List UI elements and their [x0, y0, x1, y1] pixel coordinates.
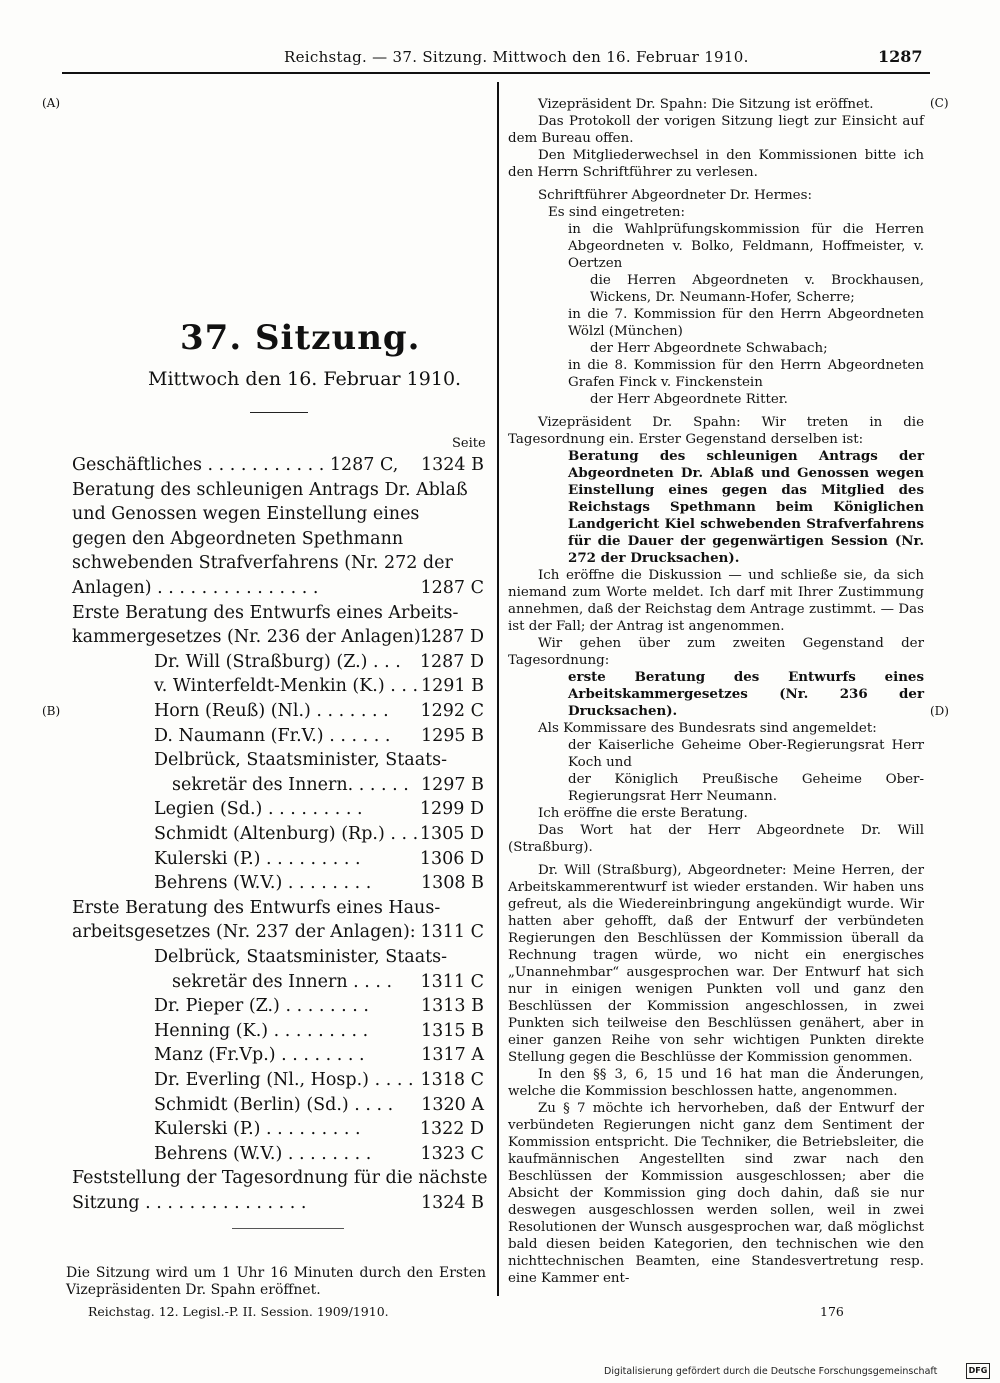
toc-entry-page: 1306 D	[419, 848, 484, 869]
body-paragraph: der Herr Abgeordnete Schwabach;	[590, 341, 828, 356]
footer-right: 176	[820, 1304, 844, 1319]
toc-entry-text: Feststellung der Tagesordnung für die nächste	[72, 1168, 488, 1189]
toc-entry-page: 1315 B	[421, 1020, 484, 1041]
toc-entry-text: Delbrück, Staatsminister, Staats-	[154, 947, 448, 967]
body-paragraph: Wir gehen über zum zweiten Gegenstand der Tagesordnung:	[508, 636, 924, 668]
session-date: Mittwoch den 16. Februar 1910.	[148, 368, 462, 390]
margin-mark-c: (C)	[930, 96, 949, 110]
toc-entry-page: 1292 C	[420, 701, 484, 721]
body-paragraph: Vizepräsident Dr. Spahn: Die Sitzung ist eröffnet.	[538, 97, 874, 112]
body-paragraph: erste Beratung des Entwurfs eines Arbeitskammergesetzes (Nr. 236 der Drucksachen).	[568, 669, 924, 719]
toc-entry-text: Delbrück, Staatsminister, Staats-	[154, 750, 448, 771]
toc-entry-text: Sitzung . . . . . . . . . . . . . . .	[72, 1193, 307, 1213]
body-paragraph: in die 7. Kommission für den Herrn Abgeordneten Wölzl (München)	[568, 307, 924, 339]
toc-entry-text: sekretär des Innern . . . .	[172, 971, 393, 992]
body-paragraph: in die 8. Kommission für den Herrn Abgeordneten Grafen Finck v. Finckenstein	[568, 358, 924, 390]
title-rule	[250, 412, 308, 413]
toc-entry-page: 1311 C	[420, 922, 484, 943]
toc-entry-text: Beratung des schleunigen Antrags Dr. Ablaß	[72, 479, 468, 500]
toc-entry-page: 1317 A	[421, 1045, 484, 1066]
body-paragraph: Das Protokoll der vorigen Sitzung liegt zur Einsicht auf dem Bureau offen.	[508, 114, 924, 146]
toc-entry-text: Schmidt (Altenburg) (Rp.) . . .	[154, 824, 419, 844]
toc-entry-text: Dr. Pieper (Z.) . . . . . . . .	[154, 996, 369, 1017]
toc-entry-page: 1308 B	[421, 873, 484, 894]
toc-entry-text: Horn (Reuß) (Nl.) . . . . . . .	[154, 701, 389, 721]
footer-left: Reichstag. 12. Legisl.-P. II. Session. 1909/1910.	[88, 1304, 389, 1319]
margin-mark-d: (D)	[930, 704, 949, 718]
toc-seite-label: Seite	[452, 436, 486, 451]
toc-entry-text: Schmidt (Berlin) (Sd.) . . . .	[154, 1094, 394, 1115]
body-paragraph: Schriftführer Abgeordneter Dr. Hermes:	[538, 188, 812, 203]
right-column	[508, 96, 924, 1287]
toc-entry-page: 1313 B	[421, 996, 484, 1017]
body-paragraph: Dr. Will (Straßburg), Abgeordneter: Meine Herren, der Arbeitskammerentwurf ist wieder erstanden. Wir haben uns gefreut, als die Wiedereinbringung angekündigt wurde. Wir hatten aber gehofft, daß der Entwurf der verbündeten Regierungen den Beschlüssen der Kommission überall da Rechnung tragen würde, wo nicht ein energisches „Unannehmbar“ ausgesprochen war. Der Entwurf hat sich nur in einigen wenigen Punkten voll und ganz den Beschlüssen der Kommission angeschlossen, in zwei Punkten sich teilweise den Beschlüssen genähert, aber in einer ganzen Reihe von sehr wichtigen Punkten direkte Stellung gegen die Beschlüsse der Kommission genommen.	[508, 863, 924, 1065]
body-paragraph: Es sind eingetreten:	[548, 205, 685, 220]
body-paragraph: Als Kommissare des Bundesrats sind angemeldet:	[538, 721, 877, 736]
toc-entry-text: Behrens (W.V.) . . . . . . . .	[154, 873, 372, 894]
page-number: 1287	[878, 47, 923, 66]
header-rule	[62, 72, 930, 74]
toc-entry-page: 1324 B	[421, 455, 484, 475]
toc-entry-page: 1291 B	[421, 676, 484, 697]
body-paragraph: Zu § 7 möchte ich hervorheben, daß der Entwurf der verbündeten Regierungen nicht ganz dem Sentiment der Kommission entspricht. Die Techniker, die Betriebsleiter, die kaufmännischen Angestellten sind zwar nach den Beschlüssen der Kommission ausgeschlossen; aber die Absicht der Kommission ging doch dahin, daß sie nur deswegen ausgeschlossen werden sollen, weil in zwei Resolutionen der Wunsch ausgesprochen war, daß möglichst bald diesen beiden Kategorien, den technischen wie den nichttechnischen Beamten, eine Standesvertretung resp. eine Kammer ent-	[508, 1101, 924, 1286]
toc-entry-text: Kulerski (P.) . . . . . . . . .	[154, 848, 361, 869]
toc-entry-page: 1287 D	[419, 627, 484, 648]
body-paragraph: Das Wort hat der Herr Abgeordnete Dr. Will (Straßburg).	[508, 823, 924, 855]
toc-entry-page: 1324 B	[421, 1193, 484, 1213]
column-divider	[497, 82, 499, 1296]
toc-entry-page: 1299 D	[419, 799, 484, 820]
toc-entry-text: kammergesetzes (Nr. 236 der Anlagen) .	[72, 627, 432, 648]
body-paragraph: Beratung des schleunigen Antrags der Abgeordneten Dr. Ablaß und Genossen wegen Einstellung eines gegen das Mitglied des Reichstags Spethmann beim Königlichen Landgericht Kiel schwebenden Strafverfahrens für die Dauer der gegenwärtigen Session (Nr. 272 der Drucksachen).	[568, 448, 924, 566]
toc-entry-text: schwebenden Strafverfahrens (Nr. 272 der	[72, 553, 453, 574]
digitization-note: Digitalisierung gefördert durch die Deutsche Forschungsgemeinschaft	[604, 1366, 938, 1377]
body-paragraph: der Herr Abgeordnete Ritter.	[590, 392, 788, 407]
toc-entry-text: Kulerski (P.) . . . . . . . . .	[154, 1119, 361, 1140]
toc-entry-text: gegen den Abgeordneten Spethmann	[72, 528, 404, 549]
running-title: Reichstag. — 37. Sitzung. Mittwoch den 16. Februar 1910.	[284, 48, 749, 66]
toc-entry-page: 1323 C	[420, 1143, 484, 1164]
toc-entry-text: Erste Beratung des Entwurfs eines Arbeits-	[72, 602, 459, 623]
toc-entry-text: v. Winterfeldt-Menkin (K.) . . .	[154, 676, 419, 697]
toc-entry-text: Henning (K.) . . . . . . . . .	[154, 1020, 369, 1041]
toc-entry-text: Legien (Sd.) . . . . . . . . .	[154, 799, 363, 820]
toc-entry-text: sekretär des Innern. . . . . .	[172, 774, 409, 795]
body-paragraph: die Herren Abgeordneten v. Brockhausen, Wickens, Dr. Neumann-Hofer, Scherre;	[590, 273, 924, 305]
margin-mark-b: (B)	[42, 704, 61, 718]
toc-entry-page: 1320 A	[421, 1094, 484, 1115]
session-title: 37. Sitzung.	[180, 318, 421, 358]
opening-note: Die Sitzung wird um 1 Uhr 16 Minuten durch den Ersten Vizepräsidenten Dr. Spahn eröffnet.	[66, 1265, 486, 1298]
toc-entry-text: Manz (Fr.Vp.) . . . . . . . .	[154, 1045, 365, 1066]
toc-entry-page: 1318 C	[420, 1070, 484, 1090]
body-paragraph: Ich eröffne die Diskussion — und schließe sie, da sich niemand zum Worte meldet. Ich darf mit Ihrer Zustimmung annehmen, daß der Reichstag dem Antrage zustimmt. — Das ist der Fall; der Antrag ist angenommen.	[508, 568, 924, 634]
toc-entry-page: 1322 D	[419, 1119, 484, 1140]
toc-entry-page: 1297 B	[421, 774, 484, 795]
toc-entry-text: arbeitsgesetzes (Nr. 237 der Anlagen):	[72, 922, 416, 943]
body-paragraph: Den Mitgliederwechsel in den Kommissionen bitte ich den Herrn Schriftführer zu verlesen.	[508, 148, 924, 180]
toc-entry-text: Geschäftliches . . . . . . . . . . . 1287 C,	[72, 455, 399, 475]
dfg-logo: DFG	[966, 1363, 990, 1379]
toc-entry-page: 1311 C	[420, 971, 484, 992]
toc-entry-text: und Genossen wegen Einstellung eines	[72, 504, 420, 525]
section-rule	[232, 1228, 344, 1229]
body-paragraph: Ich eröffne die erste Beratung.	[538, 806, 748, 821]
body-paragraph: Vizepräsident Dr. Spahn: Wir treten in die Tagesordnung ein. Erster Gegenstand derselben ist:	[508, 415, 924, 447]
toc-entry-page: 1287 D	[419, 651, 484, 672]
toc-entry-text: Behrens (W.V.) . . . . . . . .	[154, 1143, 372, 1164]
toc-entry-text: Anlagen) . . . . . . . . . . . . . . .	[72, 578, 319, 598]
body-paragraph: der Königlich Preußische Geheime Ober-Regierungsrat Herr Neumann.	[568, 772, 924, 804]
toc-entry-page: 1287 C	[420, 578, 484, 598]
margin-mark-a: (A)	[42, 96, 61, 110]
body-paragraph: in die Wahlprüfungskommission für die Herren Abgeordneten v. Bolko, Feldmann, Hoffmeister, v. Oertzen	[568, 222, 924, 271]
toc-entry-text: Erste Beratung des Entwurfs eines Haus-	[72, 897, 441, 918]
toc-entry-text: Dr. Will (Straßburg) (Z.) . . .	[154, 651, 401, 672]
toc-entry-text: D. Naumann (Fr.V.) . . . . . .	[154, 725, 391, 746]
body-paragraph: der Kaiserliche Geheime Ober-Regierungsrat Herr Koch und	[568, 738, 924, 770]
body-paragraph: In den §§ 3, 6, 15 und 16 hat man die Änderungen, welche die Kommission beschlossen hatte, angenommen.	[508, 1067, 924, 1099]
toc-entry-page: 1305 D	[419, 824, 484, 844]
toc-entry-text: Dr. Everling (Nl., Hosp.) . . . .	[154, 1070, 414, 1090]
toc-entry-page: 1295 B	[421, 725, 484, 746]
